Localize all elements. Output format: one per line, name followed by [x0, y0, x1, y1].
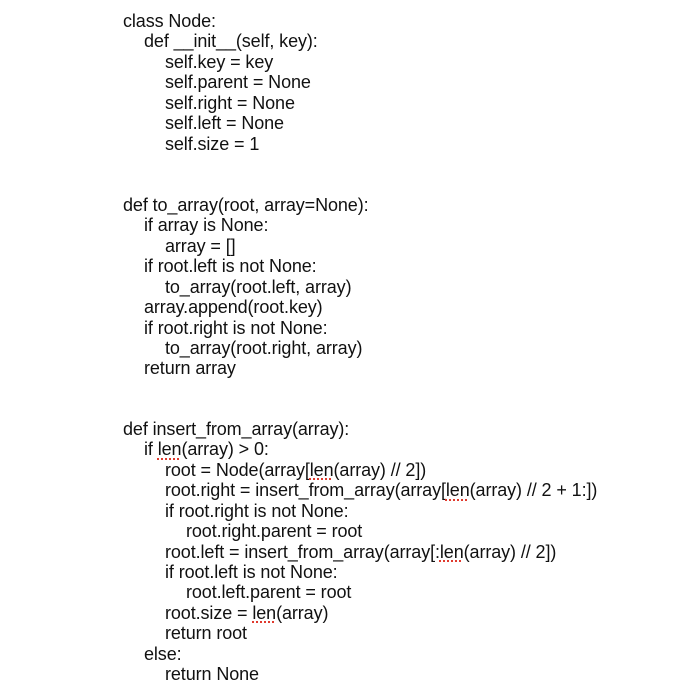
code-text: self.right = None [165, 92, 295, 113]
code-line [123, 418, 349, 440]
misspelled-word: len [252, 602, 277, 623]
code-line [144, 30, 318, 52]
code-line [144, 643, 182, 665]
code-line [165, 235, 236, 257]
code-text: root.right.parent = root [186, 521, 363, 542]
code-text: else: [144, 643, 182, 664]
code-text: root.left = insert_from_array(array[: [165, 541, 440, 562]
code-line [165, 561, 338, 583]
code-line [165, 500, 349, 522]
code-line [144, 255, 317, 277]
code-text: if root.left is not None: [165, 561, 338, 582]
code-line [165, 133, 259, 155]
code-line [165, 71, 311, 93]
code-text: if root.right is not None: [144, 317, 328, 338]
code-line [144, 214, 268, 236]
code-text: class Node: [123, 11, 216, 31]
code-text: if [144, 439, 158, 460]
code-line [165, 51, 273, 73]
misspelled-word: len [439, 541, 464, 562]
code-line [144, 438, 269, 460]
code-text: root = Node(array[ [165, 459, 310, 480]
code-line [123, 194, 369, 216]
code-text: def __init__(self, key): [144, 31, 318, 52]
misspelled-word: len [157, 439, 182, 460]
code-text: if root.right is not None: [165, 500, 349, 521]
code-text: root.left.parent = root [186, 582, 352, 603]
code-line [144, 296, 323, 318]
code-line [165, 541, 556, 563]
code-line [165, 602, 328, 624]
code-line [144, 357, 236, 379]
misspelled-word: len [445, 480, 470, 501]
code-text: (array) // 2]) [463, 541, 557, 562]
code-text: self.size = 1 [165, 133, 260, 154]
code-text: root.size = [165, 602, 253, 623]
code-line [165, 663, 259, 685]
code-text: def insert_from_array(array): [123, 419, 350, 439]
code-line [186, 520, 362, 542]
code-text: return None [165, 664, 259, 685]
code-text: return array [144, 358, 236, 379]
misspelled-word: len [309, 459, 334, 480]
code-line [165, 459, 426, 481]
code-text: self.parent = None [165, 72, 311, 93]
code-line [165, 337, 362, 359]
code-text: array.append(root.key) [144, 297, 323, 318]
code-line [165, 92, 295, 114]
code-text: self.left = None [165, 113, 284, 134]
code-text: to_array(root.right, array) [165, 337, 363, 358]
code-text: if array is None: [144, 215, 269, 236]
code-text: root.right = insert_from_array(array[ [165, 480, 446, 501]
code-line [186, 581, 351, 603]
code-text: (array) > 0: [181, 439, 269, 460]
code-line [144, 317, 328, 339]
code-text: (array) [276, 602, 329, 623]
code-text: if root.left is not None: [144, 256, 317, 277]
code-text: array = [] [165, 235, 236, 256]
code-line [123, 10, 216, 32]
code-text: def to_array(root, array=None): [123, 195, 369, 215]
code-line [165, 479, 597, 501]
code-line [165, 622, 247, 644]
code-text: (array) // 2 + 1:]) [469, 480, 598, 501]
code-line [165, 276, 351, 298]
code-text: (array) // 2]) [333, 459, 427, 480]
code-line [165, 112, 284, 134]
code-text: return root [165, 623, 247, 644]
code-text: self.key = key [165, 51, 274, 72]
code-text: to_array(root.left, array) [165, 276, 352, 297]
